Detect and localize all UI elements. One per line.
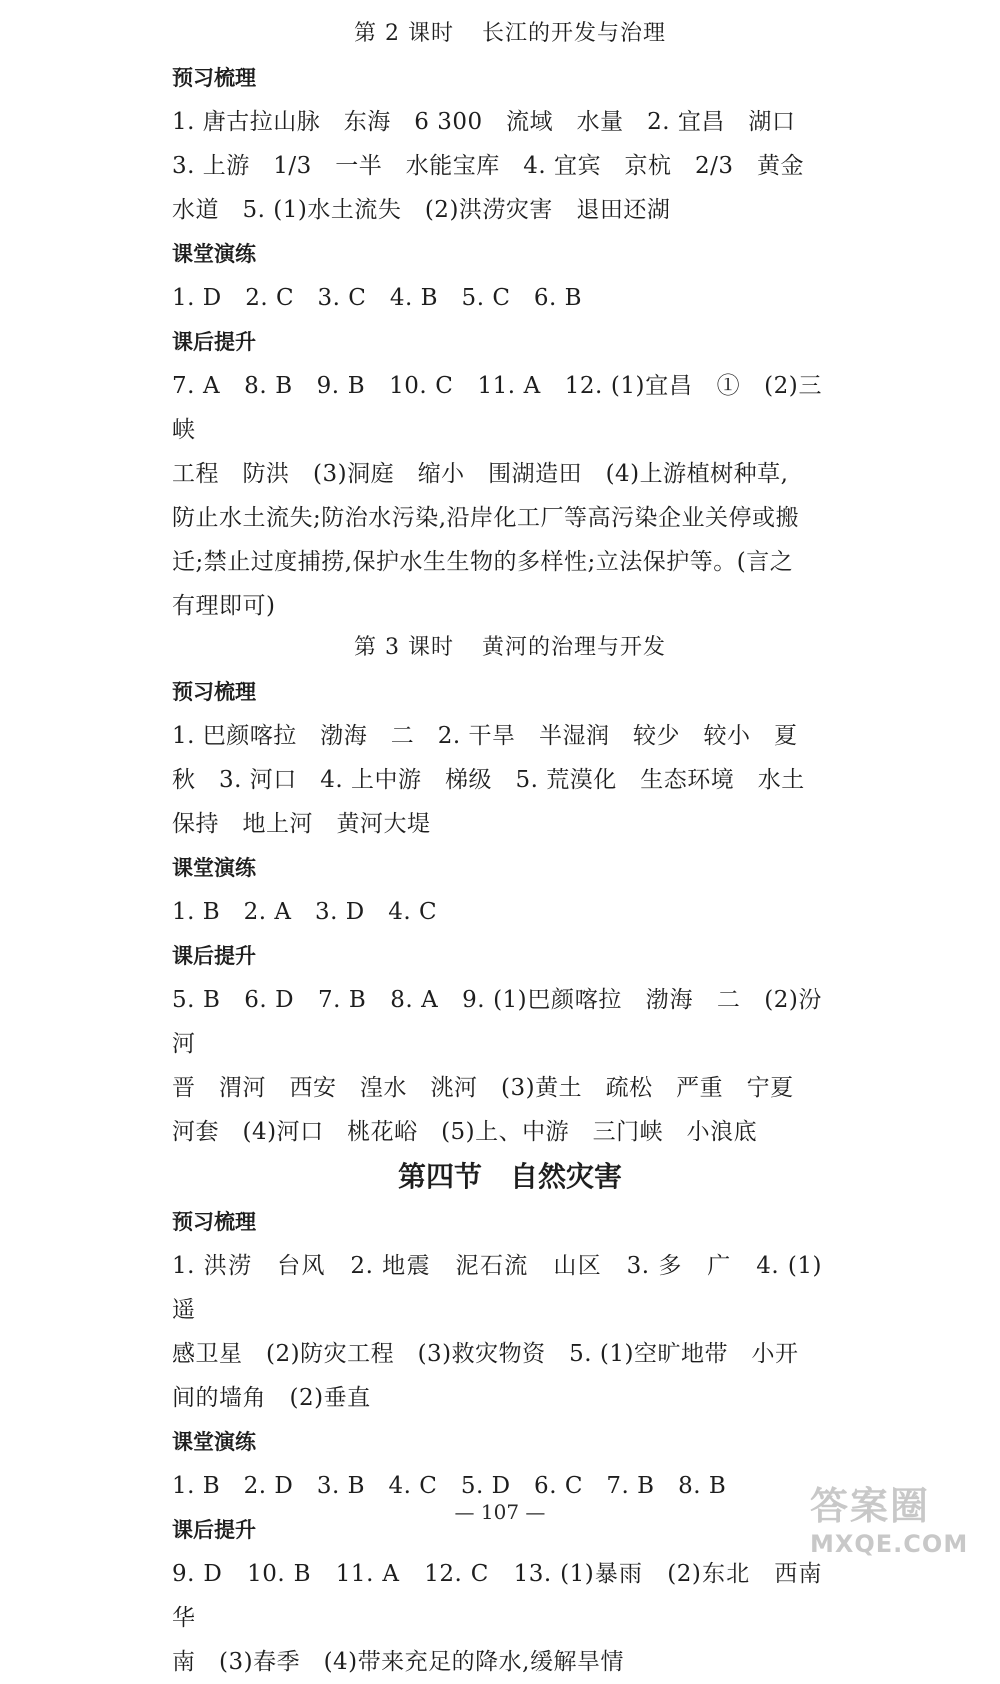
answer-line: 5. B 6. D 7. B 8. A 9. (1)巴颜喀拉 渤海 二 (2)汾河 bbox=[172, 987, 822, 1057]
answer-line: 河套 (4)河口 桃花峪 (5)上、中游 三门峡 小浪底 bbox=[172, 1119, 758, 1145]
section-title bbox=[198, 1154, 822, 1200]
answer-line: 保持 地上河 黄河大堤 bbox=[172, 811, 431, 837]
lesson-number: 第 3 课时 bbox=[354, 635, 454, 660]
answer-line: 1. B 2. D 3. B 4. C 5. D 6. C 7. B 8. B bbox=[172, 1473, 727, 1499]
answer-line: 迁;禁止过度捕捞,保护水生生物的多样性;立法保护等。(言之 bbox=[172, 549, 794, 575]
answer-line: 有理即可) bbox=[172, 593, 276, 619]
preview-answers bbox=[172, 1244, 822, 1420]
answer-line: 1. B 2. A 3. D 4. C bbox=[172, 899, 438, 925]
classroom-answers bbox=[172, 276, 822, 320]
preview-heading: 预习梳理 bbox=[172, 66, 256, 90]
after-class-heading: 课后提升 bbox=[172, 944, 256, 968]
answer-line: 1. D 2. C 3. C 4. B 5. C 6. B bbox=[172, 285, 583, 311]
classroom-answers bbox=[172, 890, 822, 934]
classroom-heading: 课堂演练 bbox=[172, 856, 256, 880]
watermark-logo bbox=[810, 1475, 980, 1590]
after-class-heading: 课后提升 bbox=[172, 1518, 256, 1542]
lesson-title bbox=[198, 628, 822, 668]
section-number: 第四节 bbox=[397, 1160, 482, 1193]
lesson-subtitle: 黄河的治理与开发 bbox=[481, 635, 666, 660]
answer-line: 间的墙角 (2)垂直 bbox=[172, 1385, 371, 1411]
answer-line: 晋 渭河 西安 湟水 洮河 (3)黄土 疏松 严重 宁夏 bbox=[172, 1075, 794, 1101]
answer-page bbox=[172, 14, 846, 1684]
page-number: — 107 — bbox=[454, 1500, 546, 1524]
answer-line: 感卫星 (2)防灾工程 (3)救灾物资 5. (1)空旷地带 小开 bbox=[172, 1341, 799, 1367]
answer-line: 水道 5. (1)水土流失 (2)洪涝灾害 退田还湖 bbox=[172, 197, 671, 223]
answer-line: 7. A 8. B 9. B 10. C 11. A 12. (1)宜昌 ① (2)三峡 bbox=[172, 373, 822, 443]
classroom-heading: 课堂演练 bbox=[172, 1430, 256, 1454]
answer-line: 南 (3)春季 (4)带来充足的降水,缓解旱情 bbox=[172, 1649, 624, 1675]
after-class-answers bbox=[172, 1552, 846, 1684]
lesson-number: 第 2 课时 bbox=[354, 21, 454, 46]
preview-heading: 预习梳理 bbox=[172, 1210, 256, 1234]
answer-line: 工程 防洪 (3)洞庭 缩小 围湖造田 (4)上游植树种草, bbox=[172, 461, 789, 487]
after-class-answers bbox=[172, 364, 822, 628]
answer-line: 1. 洪涝 台风 2. 地震 泥石流 山区 3. 多 广 4. (1)遥 bbox=[172, 1253, 822, 1323]
classroom-heading: 课堂演练 bbox=[172, 242, 256, 266]
answer-line: 9. D 10. B 11. A 12. C 13. (1)暴雨 (2)东北 西南 华 bbox=[172, 1561, 846, 1631]
answer-line: 1. 唐古拉山脉 东海 6 300 流域 水量 2. 宜昌 湖口 bbox=[172, 109, 796, 135]
section-subtitle: 自然灾害 bbox=[510, 1160, 623, 1193]
lesson-title bbox=[198, 14, 822, 54]
watermark-text: 答案圈 bbox=[810, 1484, 931, 1528]
after-class-answers bbox=[172, 978, 822, 1154]
preview-answers bbox=[172, 714, 822, 846]
preview-heading: 预习梳理 bbox=[172, 680, 256, 704]
lesson-subtitle: 长江的开发与治理 bbox=[481, 21, 666, 46]
preview-answers bbox=[172, 100, 822, 232]
after-class-heading: 课后提升 bbox=[172, 330, 256, 354]
answer-line: 3. 上游 1/3 一半 水能宝库 4. 宜宾 京杭 2/3 黄金 bbox=[172, 153, 805, 179]
answer-line: 防止水土流失;防治水污染,沿岸化工厂等高污染企业关停或搬 bbox=[172, 505, 800, 531]
watermark-url: MXQE.COM bbox=[810, 1530, 969, 1558]
answer-line: 秋 3. 河口 4. 上中游 梯级 5. 荒漠化 生态环境 水土 bbox=[172, 767, 805, 793]
answer-line: 1. 巴颜喀拉 渤海 二 2. 干旱 半湿润 较少 较小 夏 bbox=[172, 723, 798, 749]
